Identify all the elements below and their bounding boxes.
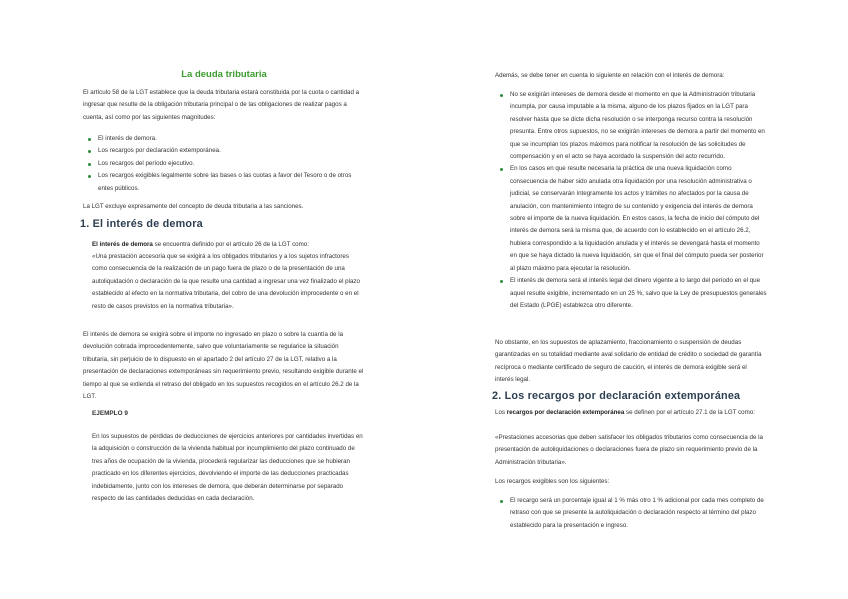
list-item: Los recargos del período ejecutivo. [83,158,365,170]
section1-paragraph: El interés de demora se exigirá sobre el importe no ingresado en plazo o sobre la cuantía de la devolución cobrada improcedentemente, salvo que voluntariamente se regularice la situación tributaria, sin perjuicio de lo dispuesto en el apartado 2 del artículo 27 de la LGT, relativo a la presentación de declaraciones extemporáneas sin requerimiento previo, resultando exigible durante el tiempo al que se extienda el retraso del obligado en los supuestos recogidos en el artículo 26.2 de la LGT. [83,331,364,401]
section2-lead-rest: se definen por el artículo 27.1 de la LGT como: [624,409,755,416]
section1-lead [83,239,365,251]
section2-heading: 2. Los recargos por declaración extemporánea [492,390,741,402]
list-item: No se exigirán intereses de demora desde el momento en que la Administración tributaria incumpla, por causa imputable a la misma, alguno de los plazos fijados en la LGT para resolver hasta que se dicte dicha resolución o se interponga recurso contra la resolución presunta. Entre otros supuestos, no se exigirán intereses de demora a partir del momento en que se incumplan los plazos máximos para notificar la resolución de las solicitudes de compensación y en el acto se haya acordado la suspensión del acto recurrido. [495,89,767,163]
list-item: El interés de demora. [83,133,365,145]
example-text: En los supuestos de pérdidas de deducciones de ejercicios anteriores por cantidades invertidas en la adquisición o construcción de la vivienda habitual por incumplimiento del plazo continuado de tres años de ocupación de la vivienda, procederá regularizar las deducciones que se hubieran practicado en los diferentes ejercicios, devolviendo el importe de las deducciones practicadas indebidamente, junto con los intereses de demora, que deberán determinarse por separado respecto de las cantidades deducidas en cada declaración. [92,433,363,503]
aplazamiento-paragraph: No obstante, en los supuestos de aplazamiento, fraccionamiento o suspensión de deudas garantizadas en su totalidad mediante aval solidario de entidad de crédito o sociedad de garantía recíproca o mediante certificado de seguro de caución, el interés de demora exigible será el interés legal. [495,339,762,384]
magnitudes-list [83,133,365,195]
recargos-list [495,495,767,532]
section1-lead-rest: se encuentra definido por el artículo 26 de la LGT como: [152,241,309,248]
exclusion-paragraph: La LGT excluye expresamente del concepto de deuda tributaria a las sanciones. [83,203,304,210]
section2-lead-bold: recargos por declaración extemporánea [506,409,625,416]
list-item: Los recargos exigibles legalmente sobre las bases o las cuotas a favor del Tesoro o de otros entes públicos. [83,170,365,195]
list-item: Los recargos por declaración extemporánea. [83,145,365,157]
section2-lead [495,407,767,419]
list-item: El interés de demora será el interés legal del dinero vigente a lo largo del período en el que aquel resulte exigible, incrementado en un 25 %, salvo que la Ley de presupuestos generales del Estado (LPGE) establezca otro diferente. [495,275,767,312]
list-item: En los casos en que resulte necesaria la práctica de una nueva liquidación como consecuencia de haber sido anulada otra liquidación por una resolución administrativa o judicial, se conservarán íntegramente los actos y trámites no afectados por la causa de anulación, con mantenimiento íntegro de su contenido y exigencia del interés de demora sobre el importe de la nueva liquidación. En estos casos, la fecha de inicio del cómputo del interés de demora será la misma que, de acuerdo con lo establecido en el artículo 26.2, hubiera correspondido a la liquidación anulada y el interés se devengará hasta el momento en que se haya dictado la nueva liquidación, sin que el final del cómputo pueda ser posterior al plazo máximo para ejecutar la resolución. [495,163,767,275]
document-title: La deuda tributaria [181,69,267,80]
section2-quote: «Prestaciones accesorias que deben satisfacer los obligados tributarios como consecuencia de la presentación de autoliquidaciones o declaraciones fuera de plazo sin requerimiento previo de la Administración tributaria». [495,434,763,466]
section2-lead-pre: Los [495,409,507,416]
list-item: El recargo será un porcentaje igual al 1 % más otro 1 % adicional por cada mes completo de retraso con que se presente la autoliquidación o declaración respecto al término del plazo establecido para la presentación e ingreso. [495,495,767,532]
right-lead: Además, se debe tener en cuenta lo siguiente en relación con el interés de demora: [495,72,725,79]
section1-lead-bold: El interés de demora [92,241,153,248]
section2-exigibles: Los recargos exigibles son los siguientes: [495,478,610,485]
section1-heading: 1. El interés de demora [80,218,203,230]
interest-rules-list [495,89,767,312]
section1-quote: «Una prestación accesoria que se exigirá a los obligados tributarios y a los sujetos infractores como consecuencia de la realización de un pago fuera de plazo o de la presentación de una autoliquidación o declaración de la que resulte una cantidad a ingresar una vez finalizado el plazo establecido al efecto en la normativa tributaria, del cobro de una devolución improcedente o en el resto de casos previstos en la normativa tributaria». [92,253,360,310]
intro-paragraph: El artículo 58 de la LGT establece que la deuda tributaria estará constituida por la cuota o cantidad a ingresar que resulte de la obligación tributaria principal o de las obligaciones de realizar pagos a cuenta, así como por las siguientes magnitudes: [83,89,360,121]
example-heading: EJEMPLO 9 [92,410,128,417]
